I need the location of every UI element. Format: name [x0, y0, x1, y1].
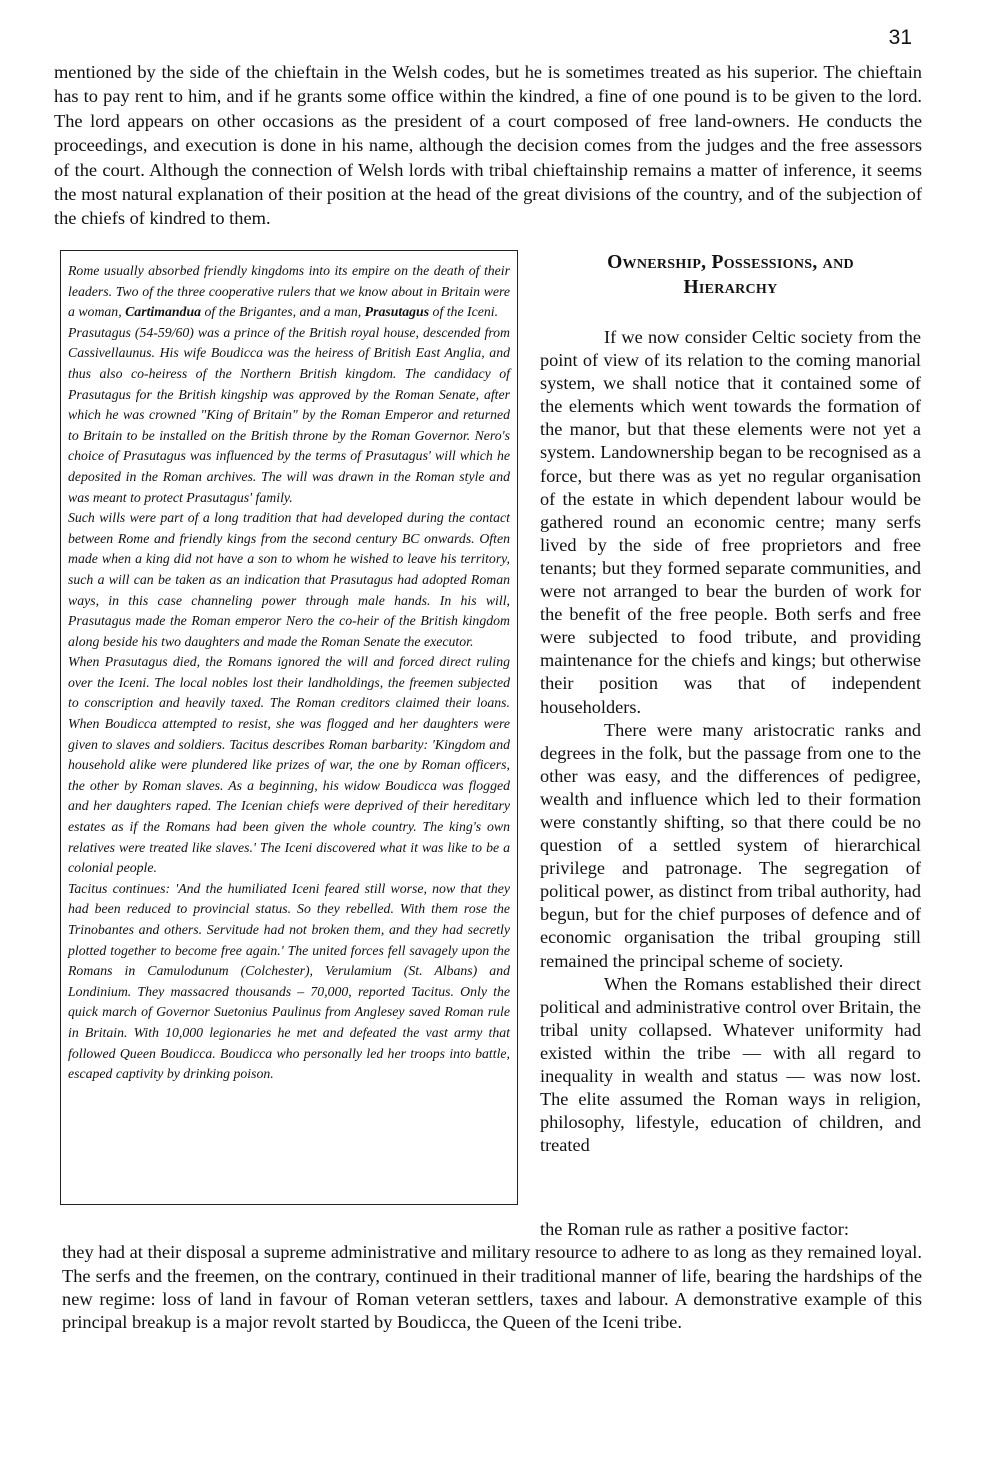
sidebox-paragraph-3: Such wills were part of a long tradition that had developed during the contact between Rome and friendly kings from the second century BC onwards. Often made when a king did not have a son to whom he wished to leave his territory, such a will can be taken as an indication that Prasutagus had adopted Roman ways, in this case channeling power through male hands. In his will, Prasutagus made the Roman emperor Nero the co-heir of the British kingdom along beside his two daughters and made the Roman Senate the executor. [68, 510, 510, 649]
section-heading-line-1: Ownership, Possessions, and [607, 252, 854, 273]
sidebox-paragraph-4: When Prasutagus died, the Romans ignored the will and forced direct ruling over the Iceni. The local nobles lost their landholdings, the freemen subjected to conscription and heavily taxed. The Roman creditors claimed their loans. When Boudicca attempted to resist, she was flogged and her daughters were given to slaves and soldiers. Tacitus describes Roman barbarity: 'Kingdom and household alike were plundered like prizes of war, the one by Roman officers, the other by Roman slaves. As a beginning, his widow Boudicca was flogged and her daughters raped. The Icenian chiefs were deprived of their hereditary estates as if the Romans had been given the whole country. The king's own relatives were treated like slaves.' The Iceni discovered what it was like to be a colonial people. [68, 654, 510, 876]
section-paragraph-1: If we now consider Celtic society from the point of view of its relation to the coming manorial system, we shall notice that it contained some of the elements which went towards the formation of the manor, but that these elements were not yet a system. Landownership began to be recognised as a force, but there was as yet no regular organisation of the estate in which dependent labour would be gathered round an economic centre; many serfs lived by the side of free proprietors and free tenants; but they formed separate communities, and were not arranged to bear the burden of work for the benefit of the free people. Both serfs and free were subjected to food tribute, and providing maintenance for the chiefs and kings; but otherwise their position was that of independent householders. [540, 327, 921, 717]
section-paragraph-3-cont-line: the Roman rule as rather a positive factor: [540, 1219, 849, 1239]
section-paragraph-3: When the Romans established their direct political and administrative control over Britain, the tribal unity collapsed. Whatever uniformity had existed within the tribe — with all regard to inequality in wealth and status — was now lost. The elite assumed the Roman ways in religion, philosophy, lifestyle, education of children, and treated [540, 973, 921, 1156]
intro-paragraph: mentioned by the side of the chieftain in the Welsh codes, but he is sometimes treated as his superior. The chieftain has to pay rent to him, and if he grants some office within the kindred, a fine of one pound is to be given to the lord. The lord appears on other occasions as the president of a court composed of free land-owners. He conducts the proceedings, and execution is done in his name, although the decision comes from the judges and the free assessors of the court. Although the connection of Welsh lords with tribal chieftainship remains a matter of inference, it seems the most natural explanation of their position at the head of the great divisions of the country, and of the subjection of the chiefs of kindred to them. [54, 62, 922, 229]
section-heading-line-2: Hierarchy [683, 277, 778, 298]
sidebox-p1-text-a: Rome usually absorbed friendly kingdoms into its empire on the death of their leaders. Two of the three cooperative rulers that we know about in Britain were a woman, [68, 263, 510, 320]
sidebox-p1-text-b: of the Brigantes, and a man, [201, 304, 365, 320]
sidebox-paragraph-2: Prasutagus (54-59/60) was a prince of the British royal house, descended from Cassivellaunus. His wife Boudicca was the heiress of British East Anglia, and thus also co-heiress of the Northern British kingdom. The candidacy of Prasutagus for the British kingship was approved by the Roman Senate, after which he was crowned "King of Britain" by the Roman Emperor and returned to Britain to be installed on the British throne by the Roman Governor. Nero's choice of Prasutagus was influenced by the terms of Prasutagus' will which he deposited in the Roman archives. The will was drawn in the Roman style and was meant to protect Prasutagus' family. [68, 324, 510, 505]
right-column [540, 250, 921, 1157]
section-heading [540, 250, 921, 300]
sidebox-name-prasutagus: Prasutagus [364, 304, 430, 320]
sidebox-paragraph-1 [68, 261, 510, 323]
sidebox-paragraph-5: Tacitus continues: 'And the humiliated Iceni feared still worse, now that they had been reduced to provincial status. So they rebelled. With them rose the Trinobantes and others. Servitude had not broken them, and they had secretly plotted together to become free again.' The united forces fell savagely upon the Romans in Camulodunum (Colchester), Verulamium (St. Albans) and Londinium. They massacred thousands – 70,000, reported Tacitus. Only the quick march of Governor Suetonius Paulinus from Anglesey saved Roman rule in Britain. With 10,000 legionaries he met and defeated the vast army that followed Queen Boudicca. Boudicca who personally led her troops into battle, escaped captivity by drinking poison. [68, 880, 510, 1082]
sidebox-name-cartimandua: Cartimandua [125, 304, 202, 320]
section-paragraph-2: There were many aristocratic ranks and degrees in the folk, but the passage from one to the other was easy, and the differences of pedigree, wealth and influence which led to their formation were constantly shifting, so that there could be no question of a settled system of hierarchical privilege and patronage. The segregation of political power, as distinct from tribal authority, had begun, but for the chief purposes of defence and of economic organisation the tribal grouping still remained the principal scheme of society. [540, 719, 921, 971]
section-paragraph-3-cont-rest: they had at their disposal a supreme administrative and military resource to adhere to as long as they remained loyal. The serfs and the freemen, on the contrary, continued in their traditional manner of life, bearing the hardships of the new regime: loss of land in favour of Roman veteran settlers, taxes and labour. A demonstrative example of this principal breakup is a major revolt started by Boudicca, the Queen of the Iceni tribe. [62, 1242, 922, 1333]
bottom-paragraph [62, 1218, 922, 1334]
sidebox-p1-text-c: of the Iceni. [429, 304, 499, 320]
page-number: 31 [888, 26, 912, 49]
boudicca-sidebox [60, 250, 518, 1205]
